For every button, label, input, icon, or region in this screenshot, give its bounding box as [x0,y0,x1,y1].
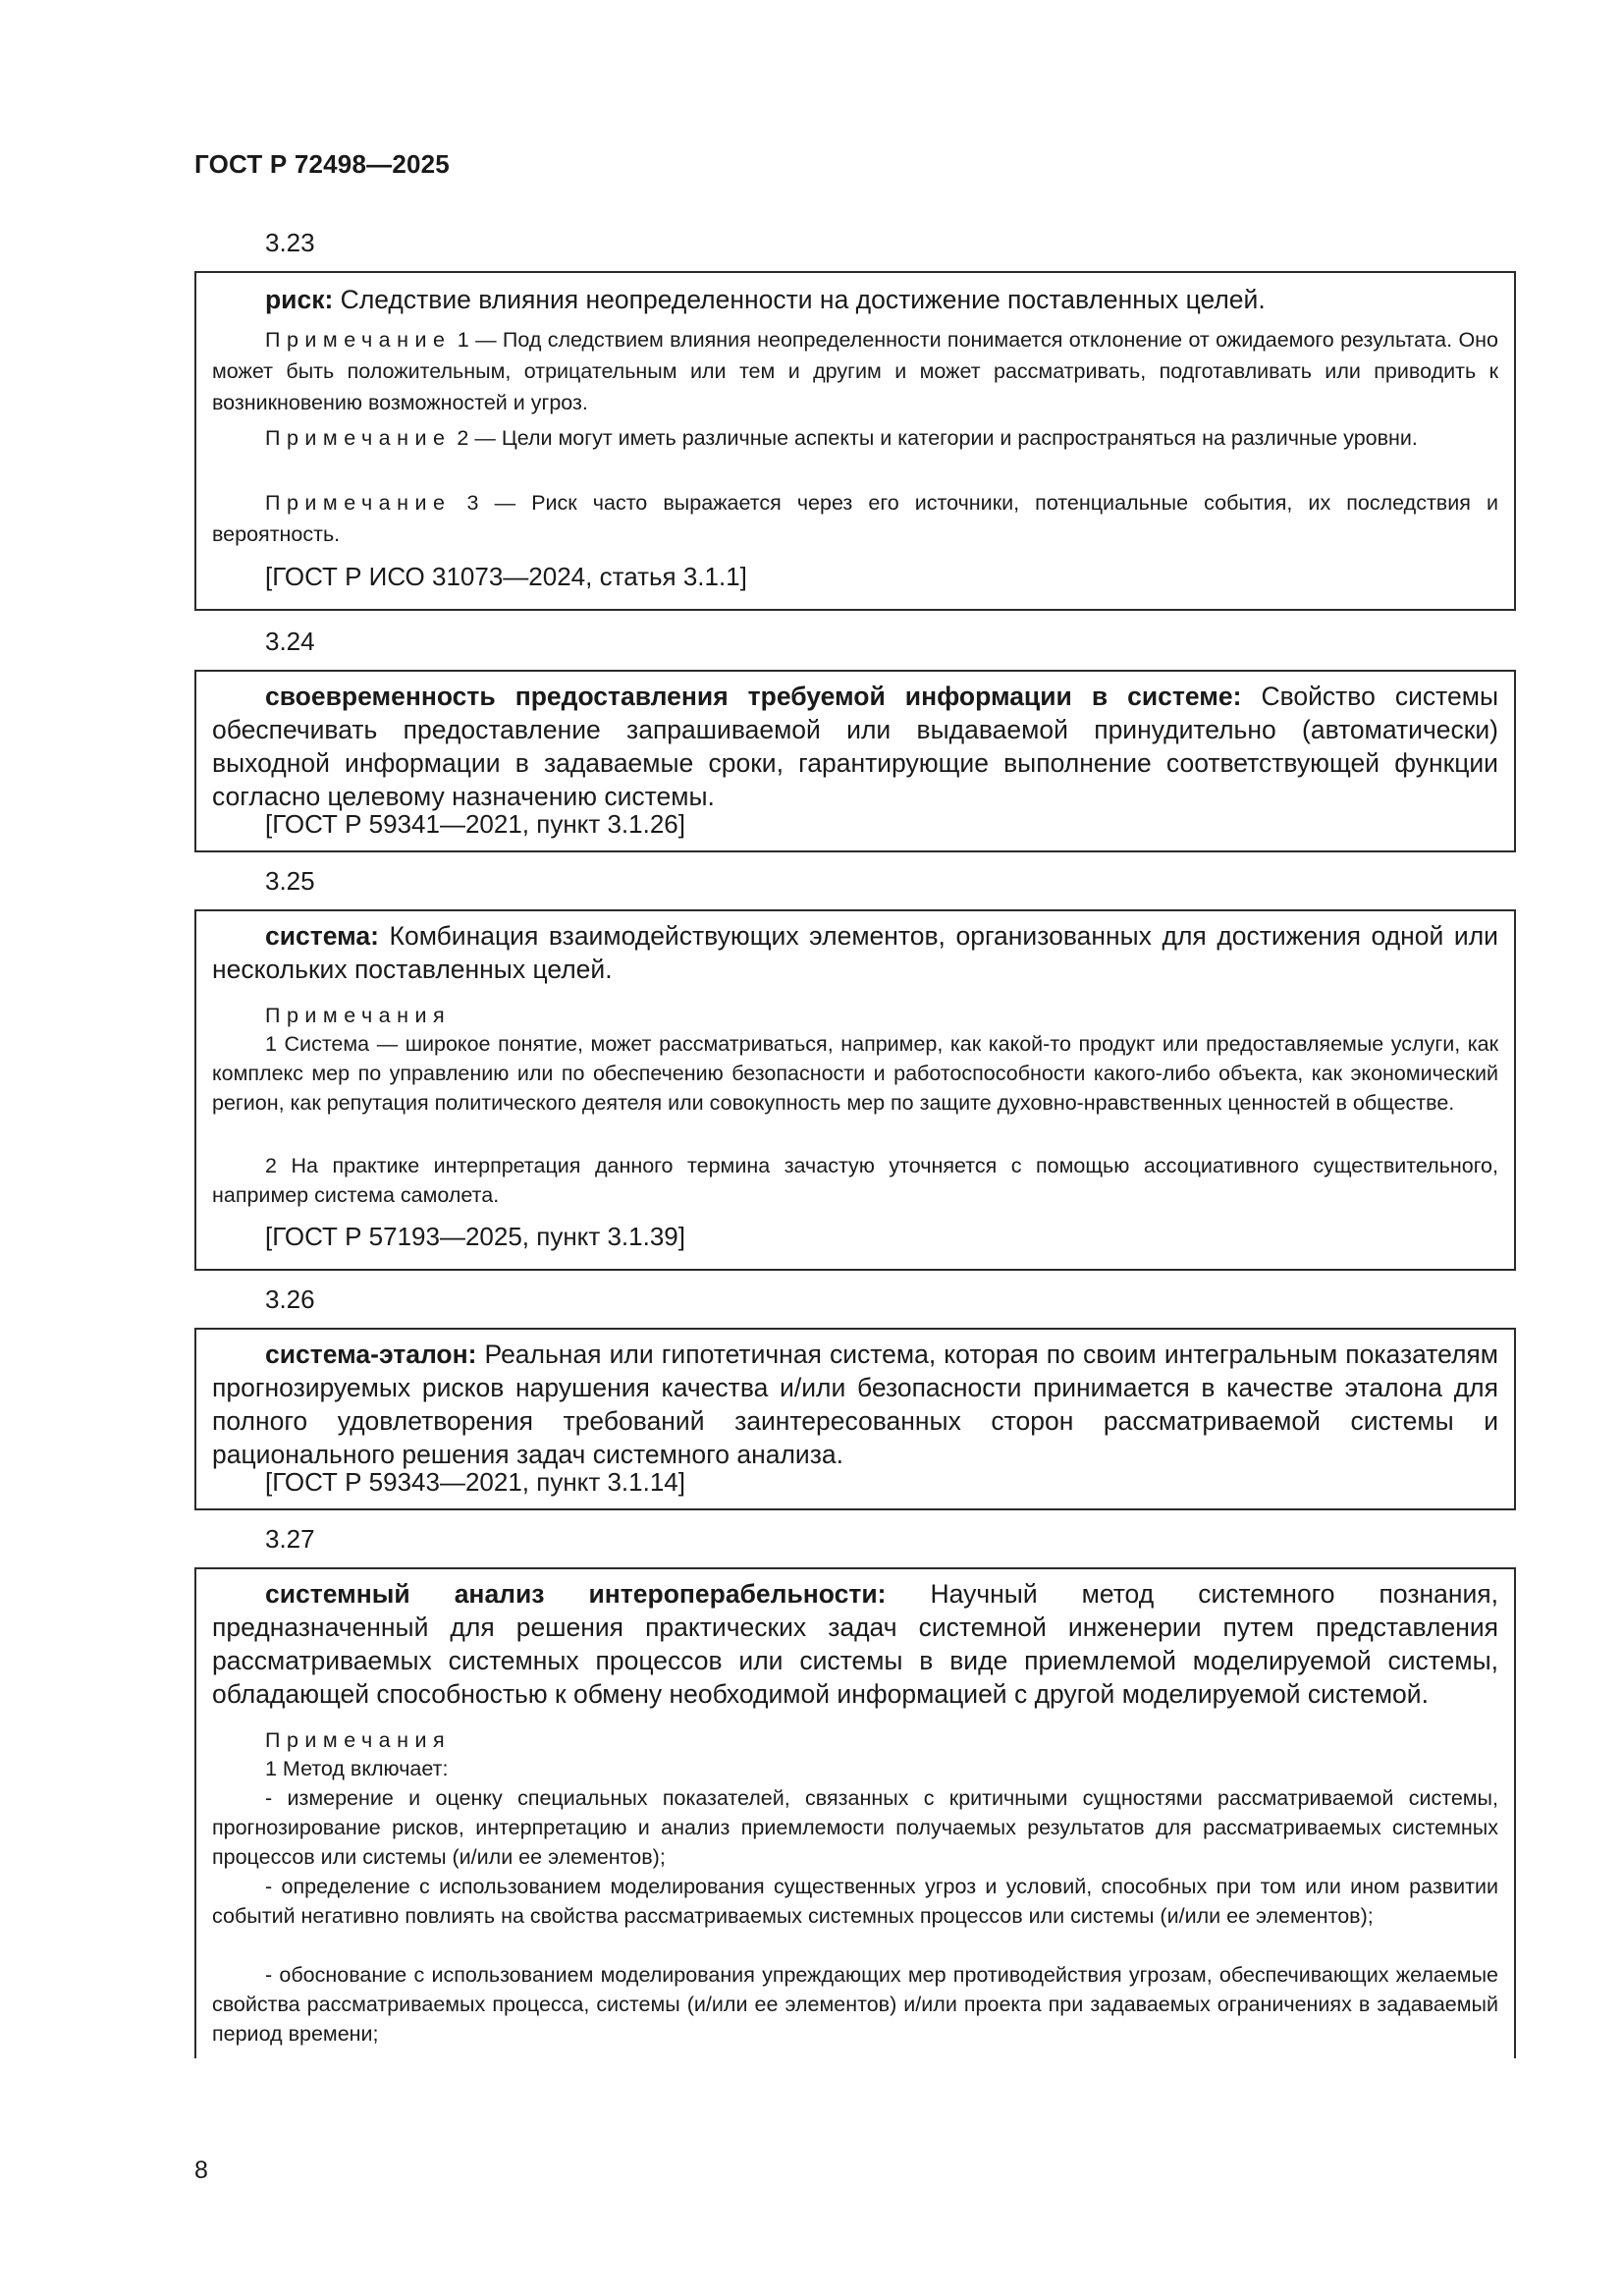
note: 1 Метод включает: [265,1757,449,1780]
term-name: риск: [265,285,334,314]
term-name: система-эталон: [265,1339,477,1369]
term-definition [212,1338,1498,1471]
definition-text: Научный метод системного познания, предназначенный для решения практических задач системной инженерии путем представления рассматриваемых системных процессов или системы в виде приемлемой моделируемой системы, обладающей способностью к обмену необходимой информацией с другой моделируемой системой. [212,1579,1498,1709]
note [212,324,1498,418]
term-name: своевременность предоставления требуемой информации в системе: [265,682,1242,711]
note-text: 3 — Риск часто выражается через его источники, потенциальные события, их последствия и вероятность. [212,491,1498,546]
source-reference: [ГОСТ Р 59343—2021, пункт 3.1.14] [265,1467,685,1497]
document-header: ГОСТ Р 72498—2025 [194,149,450,179]
term-definition [212,283,1498,316]
source-reference: [ГОСТ Р ИСО 31073—2024, статья 3.1.1] [265,562,747,591]
note: 1 Система — широкое понятие, может рассматриваться, например, как какой-то продукт или предоставляемые услуги, как комплекс мер по управлению или по обеспечению безопасности и работоспособности какого-либо объекта, как экономический регион, как репутация политического деятеля или совокупность мер по защите духовно-нравственных ценностей в обществе. [212,1032,1498,1115]
term-number: 3.23 [265,228,315,257]
note-label: Примечание [265,328,452,352]
term-definition [212,919,1498,986]
list-item: - определение с использованием моделирования существенных угроз и условий, способных при том или ином развитии событий негативно повлиять на свойства рассматриваемых системных процессов или системы (и/или ее элементов); [212,1875,1498,1928]
term-definition [212,680,1498,813]
definition-text: Комбинация взаимодействующих элементов, организованных для достижения одной или нескольких поставленных целей. [212,921,1498,984]
definition-text: Следствие влияния неопределенности на достижение поставленных целей. [333,285,1266,314]
notes-heading [212,1724,1498,1756]
note-text: 2 — Цели могут иметь различные аспекты и категории и распространяться на различные уровни. [451,426,1418,450]
notes-label: Примечания [265,1728,452,1752]
notes-heading [212,1000,1498,1031]
notes-label: Примечания [265,1004,452,1027]
page-number: 8 [194,2157,208,2184]
term-box-3-25 [194,909,1516,1271]
definition-text: Реальная или гипотетичная система, которая по своим интегральным показателям прогнозируемых рисков нарушения качества и/или безопасности принимается в качестве эталона для полного удовлетворения требований заинтересованных сторон рассматриваемой системы и рационального решения задач системного анализа. [212,1339,1498,1469]
note-text: 1 — Под следствием влияния неопределенности понимается отклонение от ожидаемого результата. Оно может быть положительным, отрицательным или тем и другим и может рассматривать, подготавливать или приводить к возникновению возможностей и угроз. [212,328,1498,414]
term-definition [212,1577,1498,1711]
term-box-3-23 [194,271,1516,611]
source-reference: [ГОСТ Р 57193—2025, пункт 3.1.39] [265,1222,685,1251]
note-label: Примечание [265,426,452,450]
term-name: система: [265,921,379,951]
source-reference: [ГОСТ Р 59341—2021, пункт 3.1.26] [265,809,685,839]
term-number: 3.26 [265,1285,315,1314]
term-box-3-24 [194,670,1516,852]
term-number: 3.25 [265,866,315,896]
definition-text: Свойство системы обеспечивать предоставление запрашиваемой или выдаваемой принудительно (автоматически) выходной информации в задаваемые сроки, гарантирующие выполнение соответствующей функции согласно целевому назначению системы. [212,682,1498,811]
note [212,487,1498,550]
term-number: 3.24 [265,627,315,656]
term-box-3-27 [194,1567,1516,2058]
note: 2 На практике интерпретация данного термина зачастую уточняется с помощью ассоциативного существительного, например система самолета. [212,1154,1498,1207]
list-item: - измерение и оценку специальных показателей, связанных с критичными сущностями рассматриваемой системы, прогнозирование рисков, интерпретацию и анализ приемлемости получаемых результатов для рассматриваемых системных процессов или системы (и/или ее элементов); [212,1786,1498,1869]
term-name: системный анализ интероперабельности: [265,1579,887,1609]
term-box-3-26 [194,1328,1516,1510]
term-number: 3.27 [265,1524,315,1554]
note [212,422,1498,454]
list-item: - обоснование с использованием моделирования упреждающих мер противодействия угрозам, обеспечивающих желаемые свойства рассматриваемых процесса, системы (и/или ее элементов) и/или проекта при задаваемых ограничениях в задаваемый период времени; [212,1963,1498,2046]
note-label: Примечание [265,491,452,515]
